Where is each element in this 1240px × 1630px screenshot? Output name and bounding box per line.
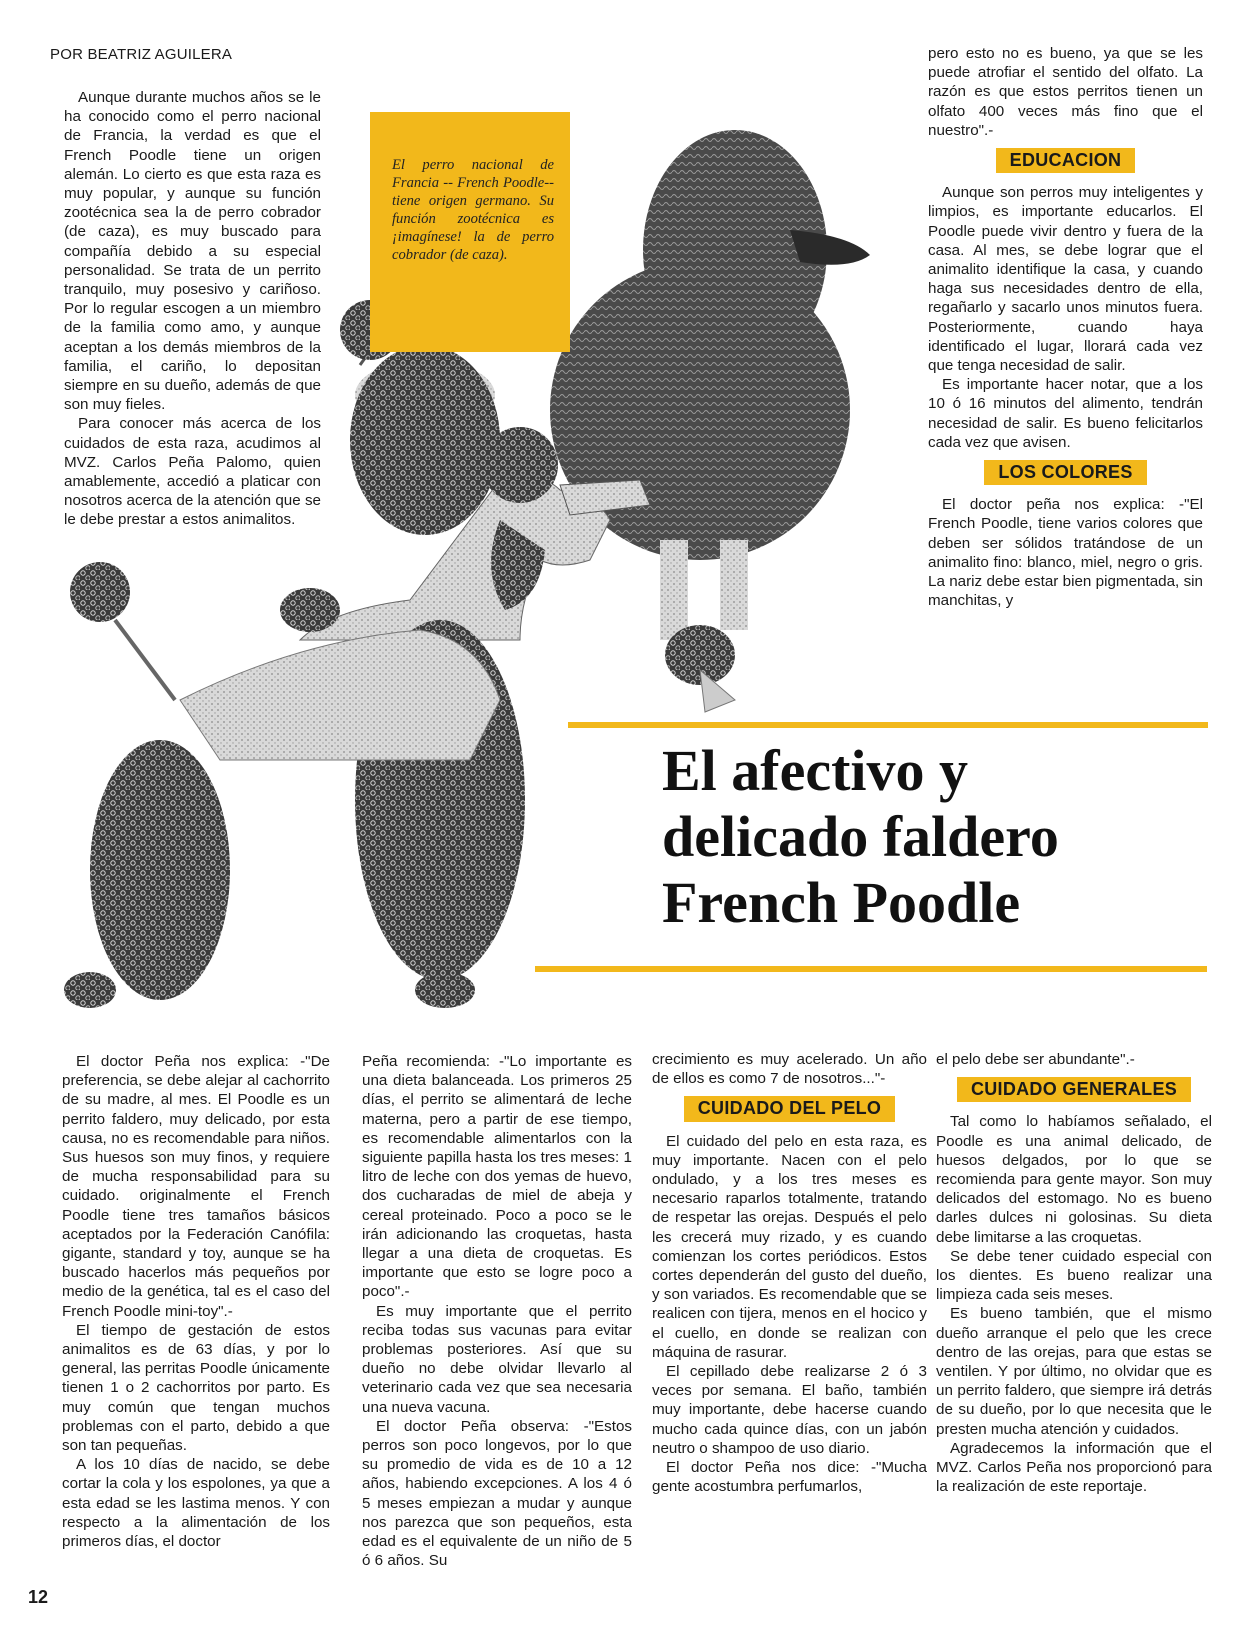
byline: POR BEATRIZ AGUILERA xyxy=(50,46,233,63)
educacion-paragraph: Es importante hacer notar, que a los 10 ó 16 minutos del alimento, tendrán necesidad de salir. Es bueno felicitarlos cada vez que avisen. xyxy=(928,376,1203,451)
col4-lead: el pelo debe ser abundante".- xyxy=(936,1051,1135,1068)
col4-paragraph: Se debe tener cuidado especial con los dientes. Es bueno realizar una limpieza cada seis meses. xyxy=(936,1247,1212,1304)
col4-paragraph: Es bueno también, que el mismo dueño arranque el pelo que les crece dentro de las orejas, para que estas se ventilen. Y por último, no olvidar que es un perrito faldero, que siempre irá detrás de su dueño, por lo que necesita que le presten mucha atención y cuidados. xyxy=(936,1305,1212,1438)
intro-column xyxy=(64,88,321,530)
callout-box: El perro nacional de Francia -- French Poodle-- tiene origen germano. Su función zootécnica es ¡imagínese! la de perro cobrador (de caza). xyxy=(370,112,570,352)
article-title xyxy=(662,738,1182,936)
page-number: 12 xyxy=(28,1587,49,1607)
bottom-column-1 xyxy=(62,1052,330,1551)
col3-paragraph: El doctor Peña nos dice: -"Mucha gente acostumbra perfumarlos, xyxy=(652,1459,927,1496)
col2-paragraph: Es muy importante que el perrito reciba todas sus vacunas para evitar problemas posteriores. Así que su dueño no debe olvidar llevarlo al veterinario cada vez que sea necesaria una nueva vacuna. xyxy=(362,1302,632,1416)
cuidado-pelo-heading: CUIDADO DEL PELO xyxy=(684,1096,895,1121)
col4-paragraph: Tal como lo habíamos señalado, el Poodle es una animal delicado, de huesos delgados, por lo que se recomienda para gente mayor. Son muy delicados del estomago. No es bueno darles dulces ni golosinas. Su dieta debe limitarse a las croquetas. xyxy=(936,1113,1212,1246)
col1-paragraph: El tiempo de gestación de estos animalitos es de 63 días, y por lo general, las perritas Poodle únicamente tienen 1 o 2 cachorritos por parto. Es muy común que tengan muchos problemas con el parto, debido a que son tan pequeñas. xyxy=(62,1321,330,1455)
right-top-lead: pero esto no es bueno, ya que se les puede atrofiar el sentido del olfato. La razón es que estos perritos tienen un olfato 400 veces más fino que el nuestro".- xyxy=(928,45,1203,139)
cuidado-generales-heading: CUIDADO GENERALES xyxy=(957,1077,1191,1102)
col1-paragraph: El doctor Peña nos explica: -"De preferencia, se debe alejar al cachorrito de su madre, al mes. El Poodle es un perrito faldero, muy delicado, por esta causa, no es recomendable para niños. Sus huesos son muy finos, y requiere de mucha responsabilidad para su cuidado. originalmente el French Poodle tiene tres tamaños básicos aceptados por la Federación Canófila: gigante, standard y toy, aunque se ha buscado hacerlos más pequeños por medio de la genética, tal es el caso del French Poodle mini-toy".- xyxy=(62,1053,330,1320)
intro-paragraph: Para conocer más acerca de los cuidados de esta raza, acudimos al MVZ. Carlos Peña Palomo, quien amablemente, accedió a platicar con nosotros acerca de la atención que se le debe prestar a estos animalitos. xyxy=(64,415,321,529)
col1-paragraph: A los 10 días de nacido, se debe cortar la cola y los espolones, ya que a esta edad se les lastima menos. Y con respecto a la alimentación de los primeros días, el doctor xyxy=(62,1456,330,1551)
title-line: El afectivo y xyxy=(662,738,969,803)
bottom-column-4 xyxy=(936,1050,1212,1496)
title-bottom-rule xyxy=(535,966,1207,972)
educacion-heading: EDUCACION xyxy=(996,148,1136,173)
col2-paragraph: Peña recomienda: -"Lo importante es una dieta balanceada. Los primeros 25 días, el perrito se alimentará de leche materna, pero a partir de ese tiempo, es recomendable alimentarlos con la siguiente papilla hasta los tres meses: 1 litro de leche con dos yemas de huevo, dos cucharadas de miel de abeja y cereal proteinado. Poco a poco se le irán adicionando las croquetas, hasta llegar a una dieta de croquetas. Es importante que esto se logre poco a poco".- xyxy=(362,1053,632,1301)
col3-paragraph: El cepillado debe realizarse 2 ó 3 veces por semana. El baño, también muy importante, debe hacerse cuando mucho cada quince días, con un jabón neutro o shampoo de uso diario. xyxy=(652,1363,927,1457)
intro-paragraph: Aunque durante muchos años se le ha conocido como el perro nacional de Francia, la verdad es que el French Poodle tiene un origen alemán. Lo cierto es que esta raza es muy popular, y aunque su función zootécnica sea la de perro cobrador (de caza), es muy buscado para compañía debido a su especial personalidad. Se trata de un perrito tranquilo, muy posesivo y cariñoso. Por lo regular escogen a un miembro de la familia como amo, y aunque aceptan a los demás miembros de la familia, el cariño, lo depositan siempre en su dueño, además de que son muy fieles. xyxy=(64,89,321,414)
title-line: French Poodle xyxy=(662,870,1021,935)
colores-heading: LOS COLORES xyxy=(984,460,1146,485)
col2-paragraph: El doctor Peña observa: -"Estos perros son poco longevos, por lo que su promedio de vida es de 10 a 12 años, habiendo excepciones. A los 4 ó 5 meses empiezan a mudar y aunque nos parezca que son pequeños, esta edad es el equivalente de un niño de 5 ó 6 años. Su xyxy=(362,1417,632,1570)
bottom-column-2 xyxy=(362,1052,632,1570)
title-line: delicado faldero xyxy=(662,804,1059,869)
right-top-column xyxy=(928,44,1203,610)
col3-lead: crecimiento es muy acelerado. Un año de ellos es como 7 de nosotros..."- xyxy=(652,1051,927,1088)
bottom-column-3 xyxy=(652,1050,927,1496)
colores-paragraph: El doctor peña nos explica: -"El French Poodle, tiene varios colores que deben ser sólidos tratándose de un animalito fino: blanco, miel, negro o gris. La nariz debe estar bien pigmentada, sin manchitas, y xyxy=(928,496,1203,610)
title-top-rule xyxy=(568,722,1208,728)
educacion-paragraph: Aunque son perros muy inteligentes y limpios, es importante educarlos. El Poodle puede vivir dentro y fuera de la casa. Al mes, se debe lograr que el animalito identifique la casa, y cuando haga sus necesidades dentro de ella, regañarlo y sacarlo unos minutos fuera. Posteriormente, cuando haya identificado el lugar, llorará cada vez que tenga necesidad de salir. xyxy=(928,184,1203,375)
col4-paragraph: Agradecemos la información que el MVZ. Carlos Peña nos proporcionó para la realización de este reportaje. xyxy=(936,1439,1212,1496)
col3-paragraph: El cuidado del pelo en esta raza, es muy importante. Nacen con el pelo ondulado, y a los tres meses es necesario raparlos totalmente, tratando de respetar las orejas. Después el pelo les crecerá muy rizado, y es cuando comienzan los cortes periódicos. Estos cortes dependerán del gusto del dueño, y son variados. Es recomendable que se realicen con tijera, menos en el hocico y el cuello, en donde se realizan con máquina de rasurar. xyxy=(652,1132,927,1361)
